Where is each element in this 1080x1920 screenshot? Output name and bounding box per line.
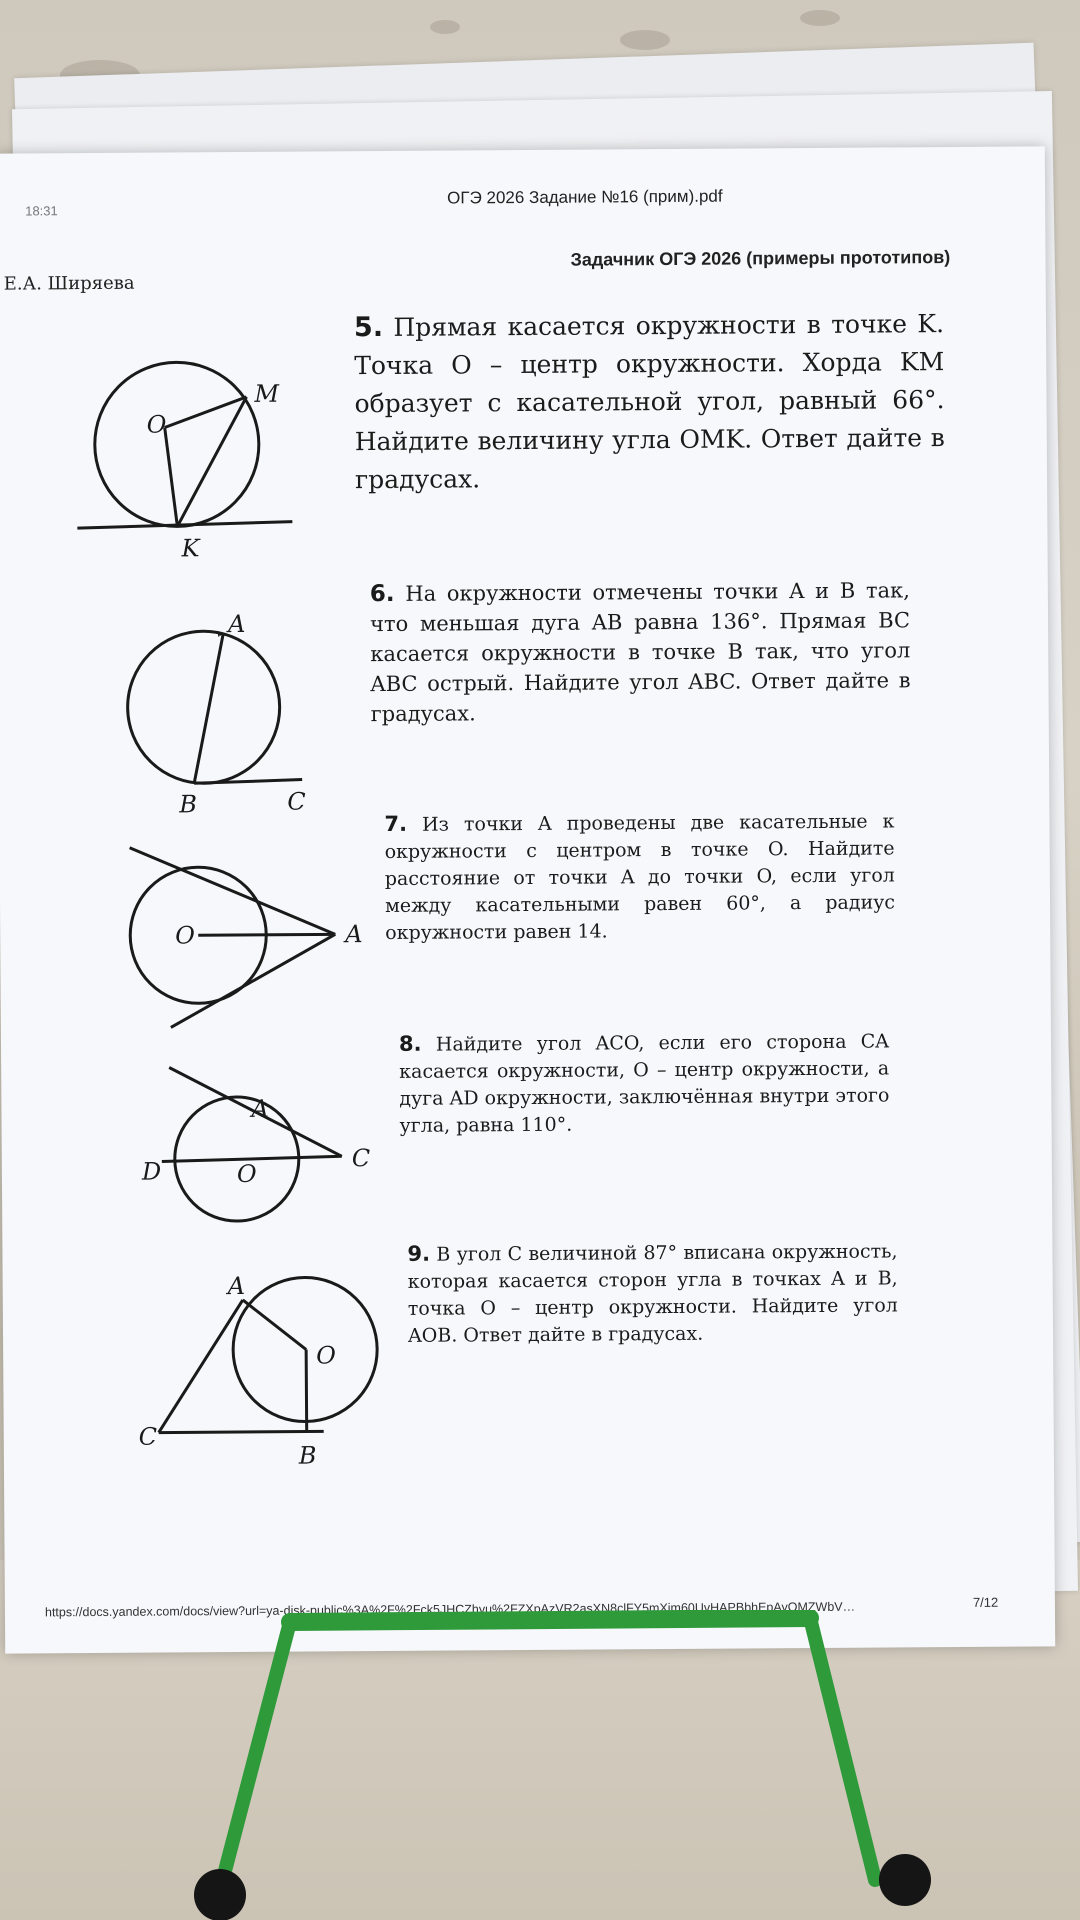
- problem-number: 9.: [407, 1241, 431, 1266]
- book-title: Задачник ОГЭ 2026 (примеры прототипов): [570, 247, 951, 270]
- side-ca: [158, 1300, 244, 1433]
- file-title: ОГЭ 2026 Задание №16 (прим).pdf: [447, 186, 723, 208]
- circle: [94, 362, 259, 527]
- problem-text: В угол C величиной 87° вписана окружность, которая касается сторон угла в точках A и B, точка O – центр окружности. Найдите угол AOB. Ответ дайте в градусах.: [407, 1240, 898, 1347]
- wall-texture: [430, 20, 460, 34]
- problem-text: Прямая касается окружности в точке K. Точка O – центр окружности. Хорда KM образует с касательной угол, равный 66°. Найдите величину угла OMK. Ответ дайте в градусах.: [354, 309, 945, 495]
- time-stamp: 18:31: [25, 203, 58, 219]
- radius-ok: [165, 427, 178, 526]
- problem-text: На окружности отмечены точки A и B так, что меньшая дуга AB равна 136°. Прямая BC касается окружности в точке B так, что угол ABC острый. Найдите угол ABC. Ответ дайте в градусах.: [369, 578, 911, 727]
- figure-5: [76, 362, 297, 564]
- segment-om: [164, 397, 246, 428]
- label-c: C: [138, 1422, 158, 1451]
- label-b: B: [179, 790, 198, 819]
- label-b: B: [298, 1441, 317, 1470]
- label-c: C: [351, 1144, 371, 1173]
- figure-8: [141, 1066, 382, 1238]
- problem-number: 5.: [353, 311, 384, 344]
- tangent-upper: [130, 846, 336, 935]
- label-k: K: [181, 534, 200, 563]
- problem-8: [399, 1027, 890, 1139]
- problem-7: [384, 807, 895, 947]
- problem-9: [407, 1237, 898, 1349]
- label-o: O: [146, 410, 167, 439]
- document-page: [0, 146, 1055, 1653]
- footer-url: https://docs.yandex.com/docs/view?url=ya-disk-public%3A%2F%2Fck5JHCZhyu%2FZXpAzVR2asXN8clFY5mXim60UvHAPBbhEpAyOMZWbV…: [44, 1599, 856, 1620]
- wall-texture: [620, 30, 670, 50]
- page-number: 7/12: [972, 1594, 999, 1610]
- label-a: A: [345, 920, 363, 949]
- label-o: O: [316, 1341, 336, 1370]
- label-m: M: [254, 379, 280, 408]
- label-o: O: [175, 921, 196, 950]
- label-c: C: [287, 787, 306, 816]
- problem-5: [354, 305, 945, 499]
- label-a: A: [227, 1271, 246, 1301]
- label-a: A: [251, 1094, 269, 1123]
- radius-oa: [243, 1300, 306, 1350]
- figure-7: [120, 846, 371, 1028]
- author-name: Е.А. Ширяева: [3, 272, 135, 295]
- problem-number: 7.: [384, 811, 408, 836]
- label-a: A: [227, 609, 246, 639]
- figure-9: [138, 1271, 399, 1473]
- label-o: O: [236, 1159, 257, 1189]
- wall-texture: [800, 10, 840, 26]
- problem-6: [370, 575, 911, 729]
- tangent-lower: [170, 934, 336, 1027]
- green-stand: [170, 1610, 950, 1920]
- radius-ob: [306, 1350, 307, 1432]
- problem-number: 8.: [398, 1031, 422, 1056]
- segment-oa: [198, 934, 335, 935]
- circle: [127, 631, 280, 784]
- chord-km: [176, 397, 247, 526]
- tangent-bc: [194, 780, 302, 784]
- side-cb: [159, 1431, 324, 1432]
- problem-text: Найдите угол ACO, если его сторона CA касается окружности, O – центр окружности, а дуга AD окружности, заключённая внутри этого угла, равна 110°.: [399, 1030, 890, 1137]
- problem-number: 6.: [369, 580, 395, 608]
- figure-6: [123, 609, 324, 822]
- label-d: D: [141, 1157, 162, 1186]
- chord-ab: [193, 634, 224, 783]
- problem-text: Из точки A проведены две касательные к окружности с центром в точке O. Найдите расстояние от точки A до точки O, если угол между касательными равен 60°, а радиус окружности равен 14.: [384, 810, 896, 944]
